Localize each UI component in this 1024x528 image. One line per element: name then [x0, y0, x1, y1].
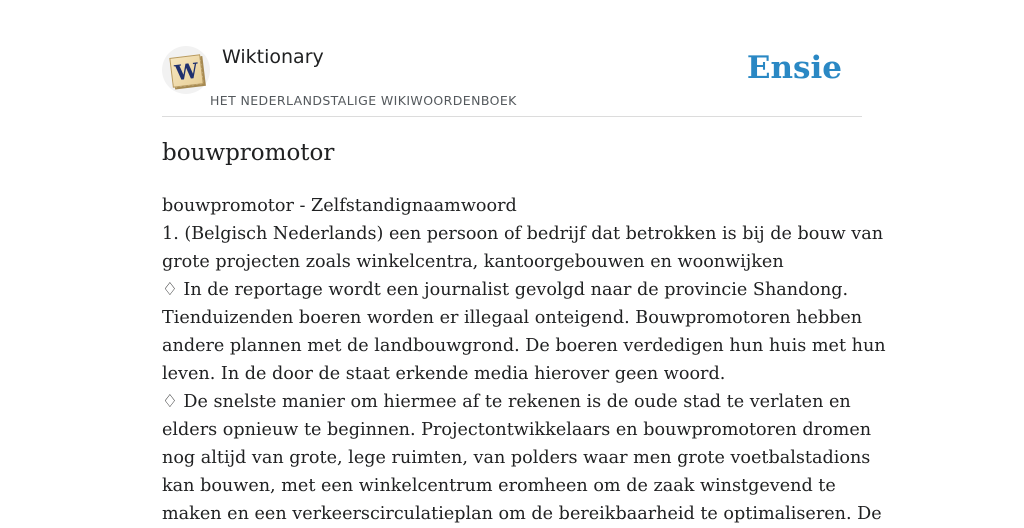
definition-line: grote projecten zoals winkelcentra, kantoorgebouwen en woonwijken: [162, 252, 784, 272]
wiktionary-logo-icon[interactable]: [162, 46, 210, 94]
example-line: maken en een verkeerscirculatieplan om de bereikbaarheid te optimaliseren. De: [162, 504, 882, 524]
example-line: elders opnieuw te beginnen. Projectontwikkelaars en bouwpromotoren dromen: [162, 420, 872, 440]
logo-letter: W: [173, 57, 200, 86]
example-line: andere plannen met de landbouwgrond. De boeren verdedigen hun huis met hun: [162, 336, 886, 356]
example-line: ♢ In de reportage wordt een journalist gevolgd naar de provincie Shandong.: [162, 280, 849, 300]
example-line: Tienduizenden boeren worden er illegaal onteigend. Bouwpromotoren hebben: [162, 308, 863, 328]
example-line: ♢ De snelste manier om hiermee af te rekenen is de oude stad te verlaten en: [162, 392, 851, 412]
definition-entry: [162, 192, 886, 528]
page-title: bouwpromotor: [162, 140, 335, 166]
example-line: kan bouwen, met een winkelcentrum eromheen om de zaak winstgevend te: [162, 476, 836, 496]
site-name[interactable]: Wiktionary: [222, 46, 324, 68]
site-tagline: HET NEDERLANDSTALIGE WIKIWOORDENBOEK: [210, 93, 517, 108]
example-line: nog altijd van grote, lege ruimten, van polders waar men grote voetbalstadions: [162, 448, 871, 468]
ensie-brand-link[interactable]: Ensie: [746, 50, 842, 86]
definition-line: 1. (Belgisch Nederlands) een persoon of bedrijf dat betrokken is bij de bouw van: [162, 224, 884, 244]
logo-tile: [169, 54, 203, 88]
site-header: [162, 0, 862, 117]
example-line: leven. In de door de staat erkende media hierover geen woord.: [162, 364, 726, 384]
entry-heading-line: bouwpromotor - Zelfstandignaamwoord: [162, 196, 517, 216]
